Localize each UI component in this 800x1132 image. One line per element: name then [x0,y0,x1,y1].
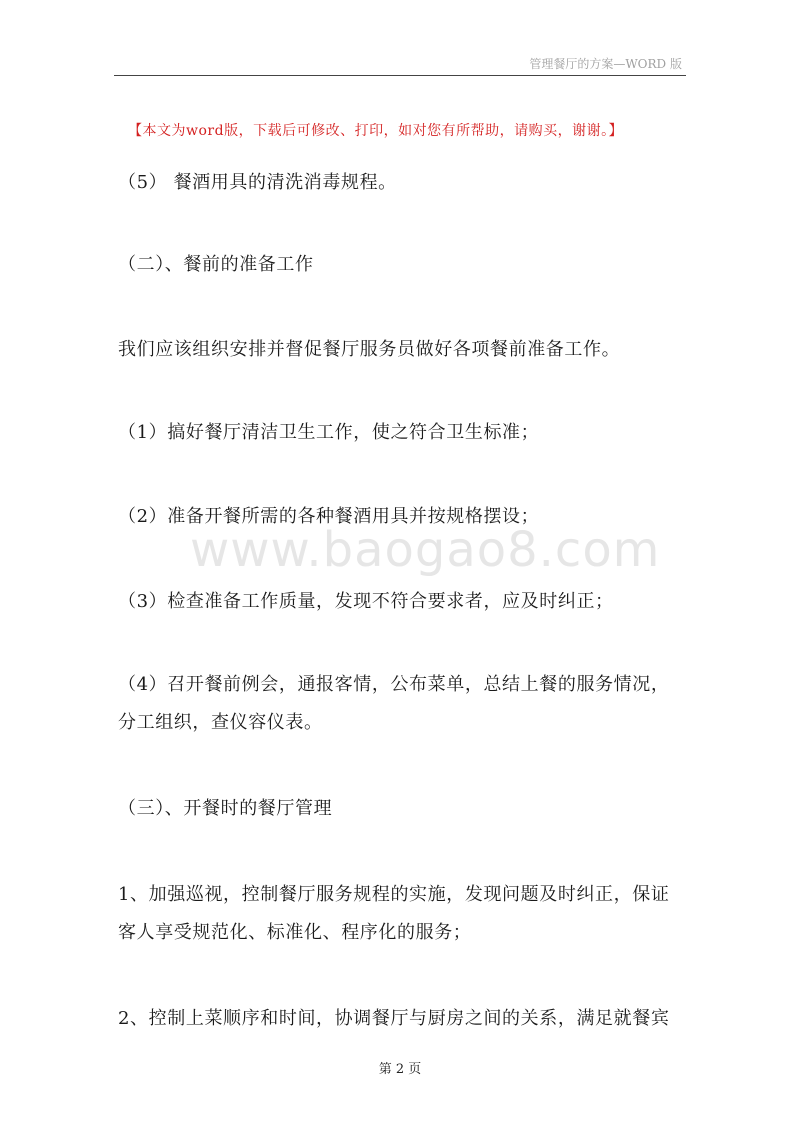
paragraph-3: 我们应该组织安排并督促餐厅服务员做好各项餐前准备工作。 [118,339,621,360]
header-divider [114,75,686,76]
paragraph-9: 1、加强巡视，控制餐厅服务规程的实施，发现问题及时纠正，保证客人享受规范化、标准化、程序化的服务； [118,884,670,943]
paragraph-1: （5） 餐酒用具的清洗消毒规程。 [118,172,397,193]
paragraph-4: （1）搞好餐厅清洁卫生工作，使之符合卫生标准； [118,422,540,443]
page-number: 第 2 页 [378,1062,422,1077]
paragraph-5: （2）准备开餐所需的各种餐酒用具并按规格摆设； [118,506,540,527]
paragraph-7: （4）召开餐前例会，通报客情，公布菜单，总结上餐的服务情况，分工组织，查仪容仪表。 [118,674,670,733]
paragraph-10: 2、控制上菜顺序和时间，协调餐厅与厨房之间的关系，满足就餐宾 [118,1008,670,1029]
header-title: 管理餐厅的方案—WORD 版 [529,57,682,71]
purchase-notice: 【本文为word版，下载后可修改、打印，如对您有所帮助，请购买，谢谢。】 [128,123,624,139]
section-heading-2: （二）、餐前的准备工作 [118,254,314,275]
watermark: www.baogao8.com [190,522,661,578]
section-heading-3: （三）、开餐时的餐厅管理 [118,798,333,819]
paragraph-6: （3）检查准备工作质量，发现不符合要求者，应及时纠正； [118,591,614,612]
